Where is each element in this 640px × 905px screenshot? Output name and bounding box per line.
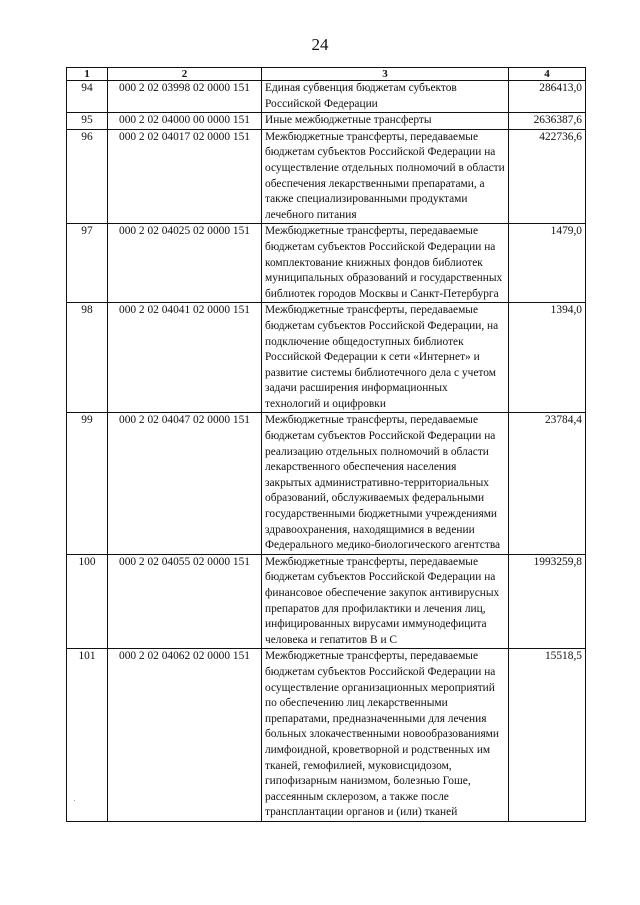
- row-number: 101: [67, 649, 108, 822]
- table-row: [67, 224, 586, 303]
- row-number: 99: [67, 413, 108, 554]
- revenue-name: Иные межбюджетные трансферты: [262, 113, 509, 130]
- amount: 1993259,8: [509, 554, 586, 649]
- row-number: 95: [67, 113, 108, 130]
- row-number: 94: [67, 81, 108, 113]
- budget-code: 000 2 02 04000 00 0000 151: [108, 113, 262, 130]
- table-row: [67, 113, 586, 130]
- column-header-2: 2: [108, 68, 262, 81]
- amount: 1394,0: [509, 303, 586, 413]
- table-row: [67, 81, 586, 113]
- column-header-3: 3: [262, 68, 509, 81]
- revenue-name: Межбюджетные трансферты, передаваемые бюджетам субъектов Российской Федерации на осуществление организационных мероприятий по обеспечению лиц лекарственными препаратами, предназначенными для лечения больных злокачественными новообразованиями лимфоидной, кроветворной и родственных им тканей, гемофилией, муковисцидозом, гипофизарным нанизмом, болезнью Гоше, рассеянным склерозом, а также после трансплантации органов и (или) тканей: [262, 649, 509, 822]
- revenue-name: Единая субвенция бюджетам субъектов Российской Федерации: [262, 81, 509, 113]
- row-number: 97: [67, 224, 108, 303]
- column-header-4: 4: [509, 68, 586, 81]
- amount: 15518,5: [509, 649, 586, 822]
- row-number: 98: [67, 303, 108, 413]
- table-row: [67, 649, 586, 822]
- revenue-name: Межбюджетные трансферты, передаваемые бюджетам субъектов Российской Федерации на финансовое обеспечение закупок антивирусных препаратов для профилактики и лечения лиц, инфицированных вирусами иммунодефицита человека и гепатитов B и C: [262, 554, 509, 649]
- revenue-name: Межбюджетные трансферты, передаваемые бюджетам субъектов Российской Федерации на осуществление отдельных полномочий в области обеспечения лекарственными препаратами, а также специализированными продуктами лечебного питания: [262, 129, 509, 224]
- amount: 23784,4: [509, 413, 586, 554]
- amount: 2636387,6: [509, 113, 586, 130]
- budget-table: [66, 67, 586, 822]
- budget-code: 000 2 02 04025 02 0000 151: [108, 224, 262, 303]
- table-row: [67, 129, 586, 224]
- revenue-name: Межбюджетные трансферты, передаваемые бюджетам субъектов Российской Федерации, на подключение общедоступных библиотек Российской Федерации к сети «Интернет» и развитие системы библиотечного дела с учетом задачи расширения информационных технологий и оцифровки: [262, 303, 509, 413]
- page-number: 24: [311, 35, 329, 54]
- budget-code: 000 2 02 04047 02 0000 151: [108, 413, 262, 554]
- budget-code: 000 2 02 04017 02 0000 151: [108, 129, 262, 224]
- budget-code: 000 2 02 04055 02 0000 151: [108, 554, 262, 649]
- row-number: 96: [67, 129, 108, 224]
- scan-speck: [74, 800, 75, 801]
- row-number: 100: [67, 554, 108, 649]
- table-row: [67, 554, 586, 649]
- budget-code: 000 2 02 04062 02 0000 151: [108, 649, 262, 822]
- budget-code: 000 2 02 04041 02 0000 151: [108, 303, 262, 413]
- budget-code: 000 2 02 03998 02 0000 151: [108, 81, 262, 113]
- amount: 422736,6: [509, 129, 586, 224]
- column-header-1: 1: [67, 68, 108, 81]
- revenue-name: Межбюджетные трансферты, передаваемые бюджетам субъектов Российской Федерации на комплектование книжных фондов библиотек муниципальных образований и государственных библиотек городов Москвы и Санкт-Петербурга: [262, 224, 509, 303]
- amount: 286413,0: [509, 81, 586, 113]
- revenue-name: Межбюджетные трансферты, передаваемые бюджетам субъектов Российской Федерации на реализацию отдельных полномочий в области лекарственного обеспечения населения закрытых административно-территориальных образований, обслуживаемых федеральными государственными бюджетными учреждениями здравоохранения, находящимися в ведении Федерального медико-биологического агентства: [262, 413, 509, 554]
- amount: 1479,0: [509, 224, 586, 303]
- table-header-row: [67, 68, 586, 81]
- table-row: [67, 413, 586, 554]
- table-row: [67, 303, 586, 413]
